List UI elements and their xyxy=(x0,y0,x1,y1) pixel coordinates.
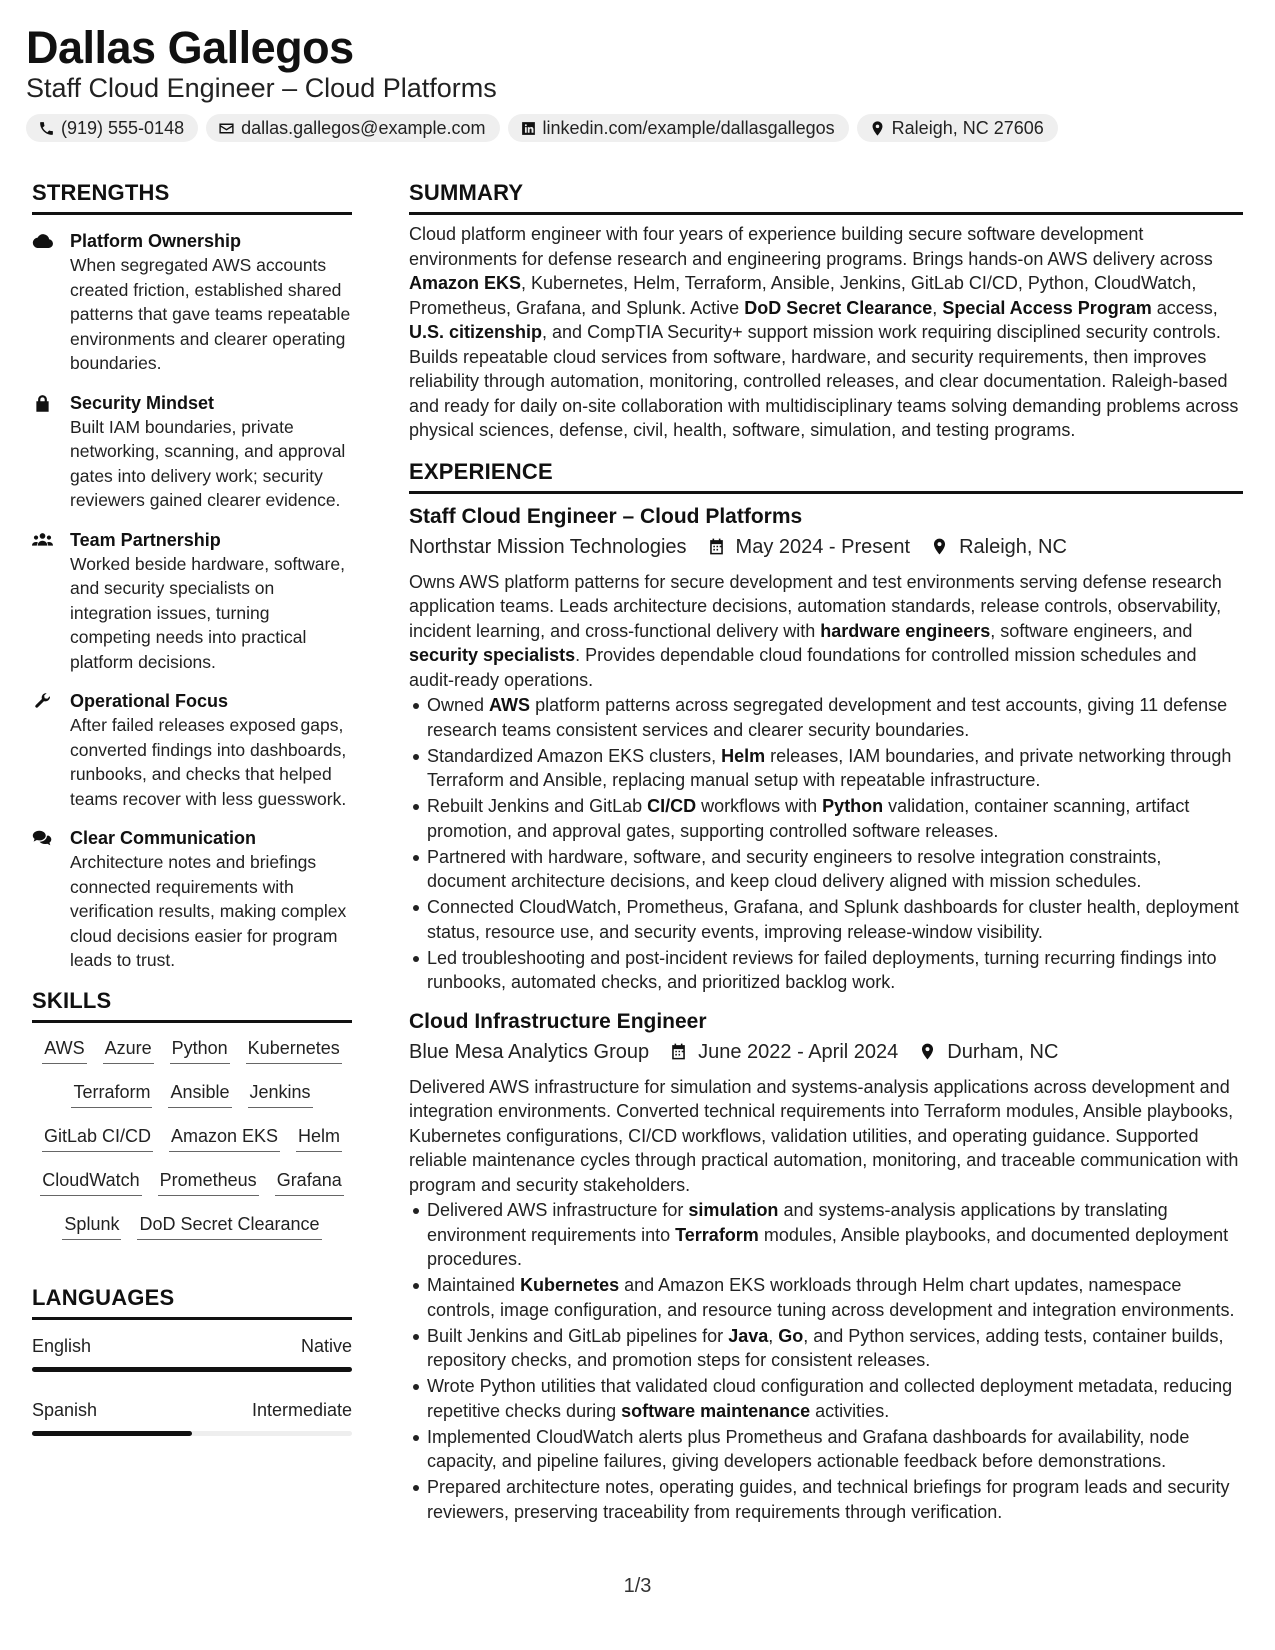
text-run: . Provides dependable cloud foundations for controlled mission schedules and audit-ready operations. xyxy=(409,645,1197,690)
language-item xyxy=(32,1336,352,1372)
emphasized-text: Kubernetes xyxy=(520,1275,620,1295)
cloud-icon xyxy=(32,232,53,250)
text-run: Delivered AWS infrastructure for simulation and systems-analysis applications across development and integration environments. Converted technical requirements into Terraform modules, Ansible playbooks, Kubernetes configurations, CI/CD workflows, validation utilities, and operating guidance. Supported reliable maintenance cycles through practical automation, monitoring, and traceable communication with program and security stakeholders. xyxy=(409,1076,1239,1195)
location-pin-icon xyxy=(869,120,886,137)
strength-body: Built IAM boundaries, private networking, scanning, and approval gates into delivery work; security reviewers gained clearer evidence. xyxy=(70,416,346,510)
role-company: Blue Mesa Analytics Group xyxy=(409,1040,650,1063)
text-run: Maintained xyxy=(427,1275,521,1295)
text-run: , xyxy=(932,297,943,318)
emphasized-text: Java xyxy=(728,1325,769,1346)
bullet-item xyxy=(427,744,1243,793)
language-proficiency-fill xyxy=(32,1367,352,1372)
wrench-icon xyxy=(32,692,53,710)
strength-item xyxy=(32,391,352,513)
bullet-item xyxy=(427,895,1243,944)
bullet-item xyxy=(427,693,1243,742)
right-column xyxy=(409,180,1243,1526)
calendar-icon xyxy=(669,1042,688,1061)
strengths-heading: STRENGTHS xyxy=(32,180,352,215)
language-proficiency-fill xyxy=(32,1431,192,1436)
skill-tag: Kubernetes xyxy=(246,1037,342,1064)
text-run: releases, IAM boundaries, and private networking through Terraform and Ansible, replacing manual setup with repeatable infrastructure. xyxy=(427,745,1232,790)
role-location: Raleigh, NC xyxy=(959,535,1067,558)
bullet-item xyxy=(427,1374,1243,1423)
text-run: Cloud platform engineer with four years of experience building secure software development environments for defense research and engineering programs. Brings hands-on AWS delivery across xyxy=(409,224,1213,269)
calendar-icon xyxy=(707,537,726,556)
text-run: , xyxy=(768,1325,779,1346)
skill-tag: Terraform xyxy=(71,1081,152,1108)
emphasized-text: software maintenance xyxy=(621,1400,811,1421)
experience-role xyxy=(409,502,1243,995)
strength-item xyxy=(32,229,352,376)
strengths-list xyxy=(32,229,352,973)
emphasized-text: Go xyxy=(778,1325,804,1346)
strength-title: Security Mindset xyxy=(70,392,215,413)
candidate-name: Dallas Gallegos xyxy=(26,22,354,73)
text-run: validation, container scanning, artifact promotion, and approval gates, supporting controlled software releases. xyxy=(427,796,1190,841)
role-bullets xyxy=(409,1198,1243,1524)
role-dates: June 2022 - April 2024 xyxy=(698,1040,899,1063)
text-run: , and CompTIA Security+ support mission work requiring disciplined security controls. Builds repeatable cloud services from software, hardware, and security requirements, then improves reliability through automation, monitoring, controlled releases, and clear documentation. Raleigh-based and ready for daily on-site collaboration with multidisciplinary teams solving demanding problems across physical sciences, defense, civil, health, software, simulation, and testing programs. xyxy=(409,322,1239,440)
text-run: Partnered with hardware, software, and security engineers to resolve integration constraints, document architecture decisions, and keep cloud delivery aligned with mission schedules. xyxy=(427,846,1162,891)
phone-icon xyxy=(38,120,55,137)
skill-tag: CloudWatch xyxy=(40,1169,141,1196)
text-run: modules, Ansible playbooks, and documented deployment procedures. xyxy=(427,1224,1229,1269)
text-run: Implemented CloudWatch alerts plus Prometheus and Grafana dashboards for availability, node capacity, and pipeline failures, giving developers actionable feedback before demonstrations. xyxy=(427,1426,1190,1471)
text-run: Built Jenkins and GitLab pipelines for xyxy=(427,1325,729,1346)
contact-bar xyxy=(26,114,1058,142)
emphasized-text: security specialists xyxy=(409,645,576,665)
skill-tag: Prometheus xyxy=(158,1169,259,1196)
language-name: English xyxy=(32,1335,92,1356)
text-run: activities. xyxy=(810,1400,890,1421)
text-run: Rebuilt Jenkins and GitLab xyxy=(427,796,648,816)
experience-section xyxy=(409,459,1243,1525)
role-meta xyxy=(409,532,1243,562)
emphasized-text: hardware engineers xyxy=(820,620,991,641)
contact-linkedin-text: linkedin.com/example/dallasgallegos xyxy=(542,117,835,138)
strength-item xyxy=(32,689,352,811)
text-run: Led troubleshooting and post-incident reviews for failed deployments, turning recurring findings into runbooks, automated checks, and prioritized backlog work. xyxy=(427,947,1217,992)
candidate-headline: Staff Cloud Engineer – Cloud Platforms xyxy=(26,73,497,103)
languages-heading: LANGUAGES xyxy=(32,1285,352,1320)
bullet-item xyxy=(427,845,1243,894)
experience-heading: EXPERIENCE xyxy=(409,459,1243,494)
emphasized-text: Terraform xyxy=(675,1224,759,1245)
skill-tag: Amazon EKS xyxy=(169,1125,280,1152)
envelope-icon xyxy=(218,120,235,137)
text-run: workflows with xyxy=(696,796,823,816)
strength-body: Worked beside hardware, software, and security specialists on integration issues, turning competing needs into practical platform decisions. xyxy=(70,553,345,672)
bullet-item xyxy=(427,794,1243,843)
skills-section xyxy=(32,988,352,1240)
summary-heading: SUMMARY xyxy=(409,180,1243,215)
text-run: and Amazon EKS workloads through Helm chart updates, namespace controls, image configuration, and resource tuning across development and integration environments. xyxy=(427,1275,1235,1320)
language-level: Intermediate xyxy=(251,1399,352,1420)
contact-location xyxy=(857,114,1058,142)
text-run: access, xyxy=(1151,297,1218,318)
language-name: Spanish xyxy=(32,1399,98,1420)
text-run: Owns AWS platform patterns for secure development and test environments serving defense research application teams. Leads architecture decisions, automation standards, release controls, observability, incident learning, and cross-functional delivery with xyxy=(409,571,1222,641)
location-pin-icon xyxy=(918,1042,937,1061)
bullet-item xyxy=(427,1198,1243,1272)
text-run: and systems-analysis applications by translating environment requirements into xyxy=(427,1200,1168,1245)
bullet-item xyxy=(427,1425,1243,1474)
lock-icon xyxy=(32,394,53,412)
linkedin-icon xyxy=(520,120,537,137)
bullet-item xyxy=(427,1475,1243,1524)
emphasized-text: Special Access Program xyxy=(942,297,1152,318)
contact-phone-text: (919) 555-0148 xyxy=(61,117,185,138)
role-description xyxy=(409,1075,1243,1198)
role-description xyxy=(409,570,1243,693)
contact-email-text: dallas.gallegos@example.com xyxy=(241,117,486,138)
emphasized-text: simulation xyxy=(688,1200,779,1220)
role-meta xyxy=(409,1037,1243,1067)
role-title: Staff Cloud Engineer – Cloud Platforms xyxy=(409,504,803,528)
skill-tag: Ansible xyxy=(168,1081,231,1108)
language-proficiency-bar xyxy=(32,1431,352,1436)
strength-title: Team Partnership xyxy=(70,529,221,550)
language-level: Native xyxy=(300,1335,352,1356)
users-icon xyxy=(32,531,53,549)
languages-section xyxy=(32,1285,352,1436)
text-run: Connected CloudWatch, Prometheus, Grafana, and Splunk dashboards for cluster health, deployment status, resource use, and security events, improving release-window visibility. xyxy=(427,897,1239,942)
strength-body: After failed releases exposed gaps, converted findings into dashboards, runbooks, and checks that helped teams recover with less guesswork. xyxy=(70,715,347,809)
text-run: Delivered AWS infrastructure for xyxy=(427,1200,689,1220)
skill-tag: Python xyxy=(170,1037,230,1064)
text-run: platform patterns across segregated development and test accounts, giving 11 defense research teams consistent services and clearer security boundaries. xyxy=(427,695,1228,740)
bullet-item xyxy=(427,1324,1243,1373)
emphasized-text: Helm xyxy=(721,745,766,766)
contact-location-text: Raleigh, NC 27606 xyxy=(891,117,1044,138)
strength-item xyxy=(32,528,352,675)
strength-title: Clear Communication xyxy=(70,828,257,848)
role-bullets xyxy=(409,693,1243,995)
location-pin-icon xyxy=(930,537,949,556)
emphasized-text: DoD Secret Clearance xyxy=(744,297,933,318)
page-number: 1/3 xyxy=(623,1575,652,1597)
emphasized-text: AWS xyxy=(489,695,531,715)
contact-email[interactable] xyxy=(206,114,499,142)
strength-title: Operational Focus xyxy=(70,691,229,711)
role-company: Northstar Mission Technologies xyxy=(409,535,687,558)
text-run: , Kubernetes, Helm, Terraform, Ansible, Jenkins, GitLab CI/CD, Python, CloudWatch, Prometheus, Grafana, and Splunk. Active xyxy=(409,273,1197,318)
role-location: Durham, NC xyxy=(947,1040,1059,1063)
strength-body: When segregated AWS accounts created friction, established shared patterns that gave teams repeatable environments and clearer operating boundaries. xyxy=(70,255,351,373)
skills-list xyxy=(32,1037,352,1240)
text-run: Prepared architecture notes, operating guides, and technical briefings for program leads and security reviewers, preserving traceability from requirements through verification. xyxy=(427,1477,1230,1522)
language-proficiency-bar xyxy=(32,1367,352,1372)
text-run: , and Python services, adding tests, container builds, repository checks, and promotion steps for consistent releases. xyxy=(427,1325,1224,1370)
skill-tag: Helm xyxy=(296,1125,342,1152)
comments-icon xyxy=(32,829,53,847)
contact-phone[interactable] xyxy=(26,114,198,142)
experience-role xyxy=(409,1007,1243,1525)
bullet-item xyxy=(427,1273,1243,1322)
strength-title: Platform Ownership xyxy=(70,231,242,251)
strength-body: Architecture notes and briefings connected requirements with verification results, making complex cloud decisions easier for program leads to trust. xyxy=(70,852,347,970)
text-run: Wrote Python utilities that validated cloud configuration and collected deployment metadata, reducing repetitive checks during xyxy=(427,1376,1233,1421)
emphasized-text: U.S. citizenship xyxy=(409,322,543,342)
skill-tag: DoD Secret Clearance xyxy=(137,1213,321,1240)
text-run: Standardized Amazon EKS clusters, xyxy=(427,745,722,766)
left-column xyxy=(32,180,352,1436)
skill-tag: Azure xyxy=(103,1037,154,1064)
role-dates: May 2024 - Present xyxy=(735,535,911,558)
skill-tag: Splunk xyxy=(62,1213,121,1240)
skill-tag: GitLab CI/CD xyxy=(42,1125,153,1152)
strength-item xyxy=(32,826,352,973)
skill-tag: Grafana xyxy=(275,1169,344,1196)
emphasized-text: CI/CD xyxy=(647,796,697,816)
text-run: Owned xyxy=(427,695,490,715)
skills-heading: SKILLS xyxy=(32,988,352,1023)
contact-linkedin[interactable] xyxy=(508,114,849,142)
emphasized-text: Amazon EKS xyxy=(409,273,522,293)
role-title: Cloud Infrastructure Engineer xyxy=(409,1009,707,1033)
language-item xyxy=(32,1400,352,1436)
emphasized-text: Python xyxy=(822,796,884,816)
skill-tag: Jenkins xyxy=(248,1081,313,1108)
text-run: , software engineers, and xyxy=(990,620,1193,641)
bullet-item xyxy=(427,946,1243,995)
summary-text xyxy=(409,222,1243,443)
skill-tag: AWS xyxy=(42,1037,86,1064)
